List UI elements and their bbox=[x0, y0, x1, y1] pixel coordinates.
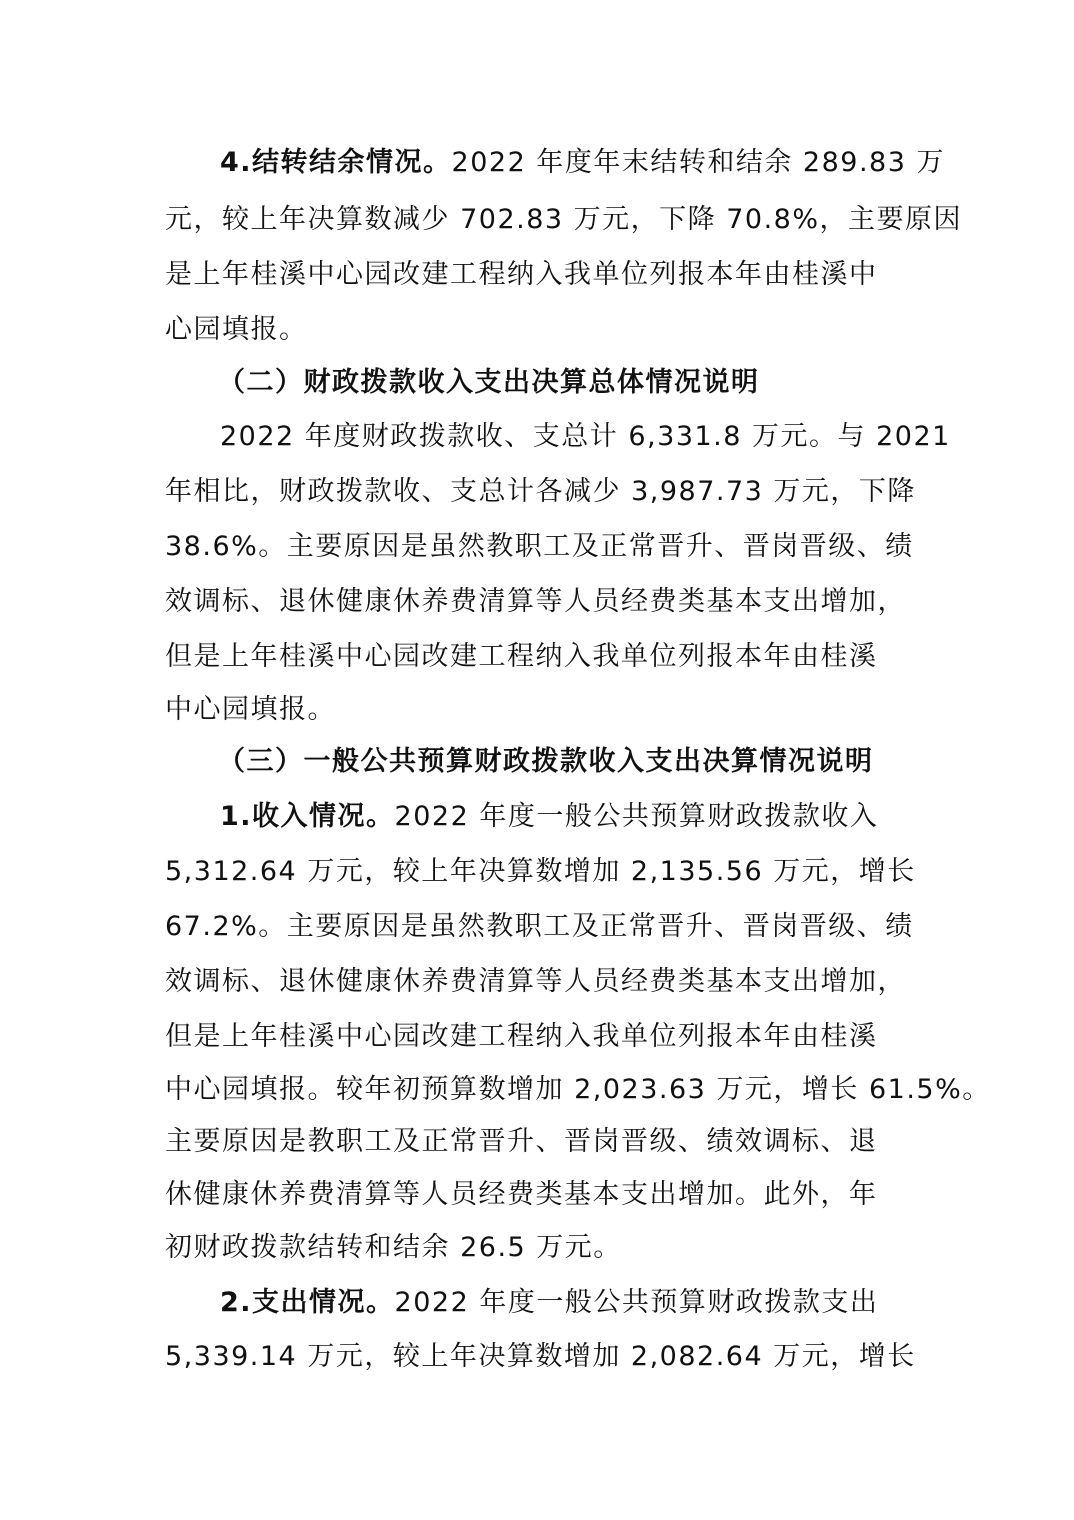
paragraph-line: 是上年桂溪中心园改建工程纳入我单位列报本年由桂溪中 bbox=[165, 259, 878, 290]
paragraph-line: 心园填报。 bbox=[165, 314, 308, 345]
section-3-heading: （三）一般公共预算财政拨款收入支出决算情况说明 bbox=[218, 746, 874, 777]
section-4-line-1 bbox=[220, 146, 945, 180]
paragraph-line: 元，较上年决算数减少 702.83 万元，下降 70.8%，主要原因 bbox=[165, 204, 962, 235]
section-2-heading: （二）财政拨款收入支出决算总体情况说明 bbox=[218, 367, 760, 398]
paragraph-line: 但是上年桂溪中心园改建工程纳入我单位列报本年由桂溪 bbox=[165, 641, 878, 672]
paragraph-line: 效调标、退休健康休养费清算等人员经费类基本支出增加， bbox=[165, 586, 906, 617]
expense-line-1 bbox=[220, 1286, 878, 1320]
paragraph-line: 初财政拨款结转和结余 26.5 万元。 bbox=[165, 1232, 622, 1263]
paragraph-line: 67.2%。主要原因是虽然教职工及正常晋升、晋岗晋级、绩 bbox=[165, 911, 914, 942]
income-heading: 1.收入情况。 bbox=[220, 801, 395, 832]
expense-text: 2022 年度一般公共预算财政拨款支出 bbox=[394, 1287, 879, 1318]
paragraph-line: 中心园填报。 bbox=[165, 694, 336, 725]
paragraph-line: 中心园填报。较年初预算数增加 2,023.63 万元，增长 61.5%。 bbox=[165, 1074, 991, 1105]
paragraph-line: 但是上年桂溪中心园改建工程纳入我单位列报本年由桂溪 bbox=[165, 1021, 878, 1052]
paragraph-line: 年相比，财政拨款收、支总计各减少 3,987.73 万元，下降 bbox=[165, 476, 916, 507]
paragraph-line: 效调标、退休健康休养费清算等人员经费类基本支出增加， bbox=[165, 966, 906, 997]
paragraph-line: 38.6%。主要原因是虽然教职工及正常晋升、晋岗晋级、绩 bbox=[165, 531, 914, 562]
paragraph-line: 休健康休养费清算等人员经费类基本支出增加。此外，年 bbox=[165, 1179, 878, 1210]
income-line-1 bbox=[220, 800, 878, 834]
paragraph-line: 5,312.64 万元，较上年决算数增加 2,135.56 万元，增长 bbox=[165, 856, 916, 887]
income-text: 2022 年度一般公共预算财政拨款收入 bbox=[394, 801, 879, 832]
section-4-text: 2022 年度年末结转和结余 289.83 万 bbox=[451, 147, 945, 178]
expense-heading: 2.支出情况。 bbox=[220, 1287, 395, 1318]
paragraph-line: 主要原因是教职工及正常晋升、晋岗晋级、绩效调标、退 bbox=[165, 1126, 878, 1157]
paragraph-line: 5,339.14 万元，较上年决算数增加 2,082.64 万元，增长 bbox=[165, 1341, 916, 1372]
paragraph-line: 2022 年度财政拨款收、支总计 6,331.8 万元。与 2021 bbox=[220, 421, 951, 452]
section-4-heading: 4.结转结余情况。 bbox=[220, 147, 452, 178]
